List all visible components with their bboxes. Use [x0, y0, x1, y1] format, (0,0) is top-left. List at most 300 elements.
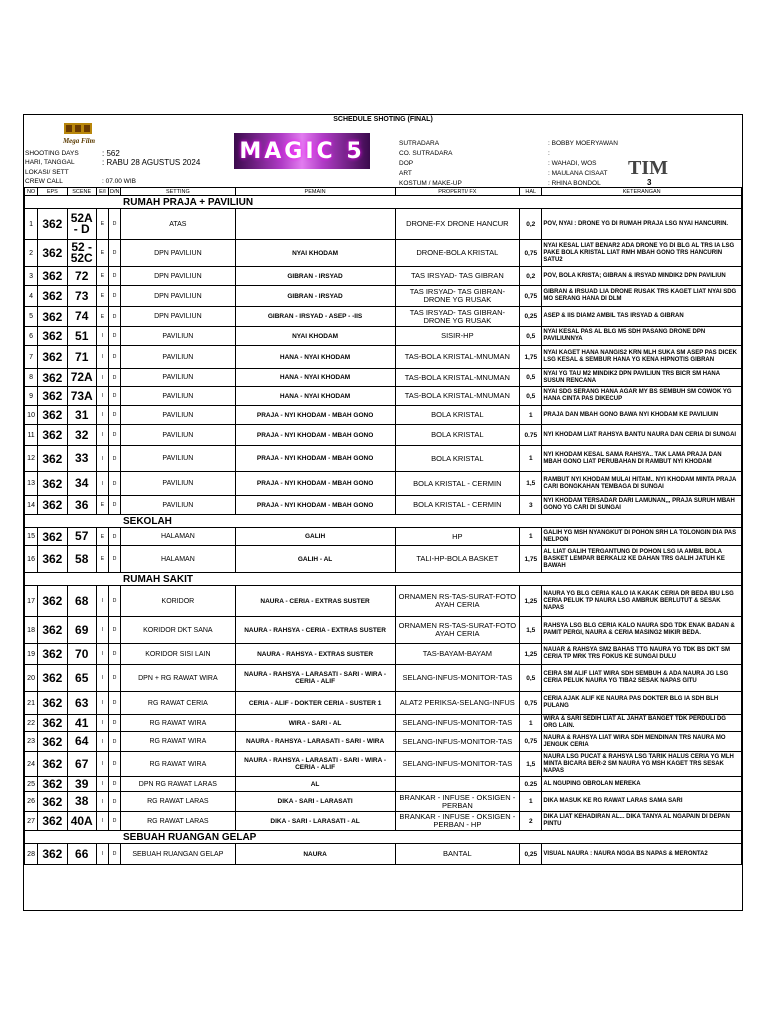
location-section-row [25, 515, 742, 528]
cell-dn: D [109, 644, 121, 665]
cell-ei: E [96, 286, 108, 307]
cell-hal: 0.75 [520, 425, 542, 446]
table-row [25, 715, 742, 732]
cell-no: 24 [25, 752, 38, 777]
production-logo [44, 122, 114, 146]
cell-dn: D [109, 286, 121, 307]
tim-label: TIM [628, 157, 668, 179]
value-hari-tanggal: : RABU 28 AGUSTUS 2024 [102, 158, 201, 167]
cell-setting: RG RAWAT WIRA [121, 732, 235, 752]
cell-prop: TAS-BOLA KRISTAL-MNUMAN [395, 369, 520, 387]
table-row [25, 732, 742, 752]
table-row [25, 472, 742, 496]
cell-dn: D [109, 792, 121, 812]
cell-setting: HALAMAN [121, 546, 235, 573]
cell-prop: SELANG-INFUS-MONITOR-TAS [395, 732, 520, 752]
cell-hal: 1,75 [520, 346, 542, 369]
cell-scene: 72A [67, 369, 96, 387]
cell-ket: NYAI KESAL LIAT BENAR2 ADA DRONE YG DI BLG AL TRS IA LSG PAKE BOLA KRISTAL LIAT RMH MBAH GONO TRS HANCURIN SATU2 [542, 240, 742, 267]
cell-scene: 72 [67, 267, 96, 286]
cell-prop: DRONE-BOLA KRISTAL [395, 240, 520, 267]
cell-pemain: HANA - NYAI KHODAM [235, 346, 395, 369]
cell-prop: DRONE-FX DRONE HANCUR [395, 209, 520, 240]
cell-hal: 0,75 [520, 286, 542, 307]
cell-dn: D [109, 715, 121, 732]
cell-prop: BOLA KRISTAL [395, 446, 520, 472]
cell-pemain: NAURA - RAHSYA - EXTRAS SUSTER [235, 644, 395, 665]
cell-ket: NYAI SDG SERANG HANA AGAR MY BS SEMBUH SM COWOK YG HANA CINTA PAS DIKECUP [542, 387, 742, 406]
table-row [25, 496, 742, 515]
cell-setting: DPN PAVILIUN [121, 286, 235, 307]
cell-scene: 52A - D [67, 209, 96, 240]
table-row [25, 752, 742, 777]
cell-setting: PAVILIUN [121, 446, 235, 472]
cell-no: 28 [25, 844, 38, 865]
cell-pemain: NYAI KHODAM [235, 327, 395, 346]
cell-setting: PAVILIUN [121, 496, 235, 515]
cell-eps: 362 [38, 209, 67, 240]
cell-pemain: HANA - NYAI KHODAM [235, 387, 395, 406]
value-sutradara: : BOBBY MOERYAWAN [548, 140, 618, 147]
cell-eps: 362 [38, 307, 67, 327]
value-crew-call: : 07.00 WIB [102, 178, 136, 185]
cell-no: 16 [25, 546, 38, 573]
cell-no: 12 [25, 446, 38, 472]
cell-ket: NAURA LSG PUCAT & RAHSYA LSG TARIK HALUS CERIA YG MLH MINTA BICARA BER-2 SM NAURA YG MSH KAGET TRS SESAK NAPAS [542, 752, 742, 777]
cell-hal: 0,2 [520, 267, 542, 286]
table-row [25, 286, 742, 307]
table-row [25, 644, 742, 665]
cell-no: 10 [25, 406, 38, 425]
logo-text: Mega Film [62, 137, 96, 145]
cell-eps: 362 [38, 752, 67, 777]
cell-hal: 0.25 [520, 777, 542, 792]
col-ei: E/I [96, 188, 108, 196]
table-row [25, 777, 742, 792]
cell-ket: NYI KHODAM LIAT RAHSYA BANTU NAURA DAN CERIA DI SUNGAI [542, 425, 742, 446]
cell-scene: 58 [67, 546, 96, 573]
cell-prop: BOLA KRISTAL - CERMIN [395, 472, 520, 496]
cell-eps: 362 [38, 644, 67, 665]
cell-no: 13 [25, 472, 38, 496]
cell-dn: D [109, 369, 121, 387]
cell-pemain: DIKA - SARI - LARASATI - AL [235, 812, 395, 831]
cell-scene: 73 [67, 286, 96, 307]
cell-ei: E [96, 209, 108, 240]
table-row [25, 307, 742, 327]
cell-ei: I [96, 692, 108, 715]
cell-dn: D [109, 472, 121, 496]
cell-setting: KORIDOR SISI LAIN [121, 644, 235, 665]
cell-prop: BANTAL [395, 844, 520, 865]
cell-dn: D [109, 844, 121, 865]
cell-prop: TAS IRSYAD- TAS GIBRAN [395, 267, 520, 286]
cell-pemain: GIBRAN - IRSYAD [235, 267, 395, 286]
cell-scene: 40A [67, 812, 96, 831]
cell-eps: 362 [38, 812, 67, 831]
cell-scene: 32 [67, 425, 96, 446]
location-section-row [25, 831, 742, 844]
location-title: RUMAH PRAJA + PAVILIUN [25, 196, 742, 209]
cell-eps: 362 [38, 346, 67, 369]
value-kostum: : RHINA BONDOL [548, 180, 601, 187]
document-title: SCHEDULE SHOTING (FINAL) [333, 116, 433, 123]
cell-hal: 2 [520, 812, 542, 831]
cell-no: 26 [25, 792, 38, 812]
cell-dn: D [109, 586, 121, 617]
table-row [25, 446, 742, 472]
cell-ei: E [96, 546, 108, 573]
table-row [25, 665, 742, 692]
cell-dn: D [109, 617, 121, 644]
cell-hal: 1 [520, 792, 542, 812]
cell-prop: BOLA KRISTAL [395, 425, 520, 446]
cell-ei: E [96, 267, 108, 286]
cell-setting: RG RAWAT LARAS [121, 812, 235, 831]
cell-ket: NAURA & RAHSYA LIAT WIRA SDH MENDINAN TRS NAURA MO JENGUK CERIA [542, 732, 742, 752]
cell-no: 15 [25, 528, 38, 546]
table-row [25, 240, 742, 267]
cell-dn: D [109, 692, 121, 715]
cell-scene: 68 [67, 586, 96, 617]
cell-no: 5 [25, 307, 38, 327]
table-row [25, 369, 742, 387]
cell-setting: PAVILIUN [121, 387, 235, 406]
col-properti: PROPERTI/ FX [395, 188, 520, 196]
cell-no: 9 [25, 387, 38, 406]
cell-no: 11 [25, 425, 38, 446]
cell-dn: D [109, 752, 121, 777]
cell-scene: 51 [67, 327, 96, 346]
cell-ket: AL NGUPING OBROLAN MEREKA [542, 777, 742, 792]
cell-ei: I [96, 406, 108, 425]
label-dop: DOP [399, 160, 414, 167]
cell-setting: PAVILIUN [121, 369, 235, 387]
col-no: NO [25, 188, 38, 196]
cell-eps: 362 [38, 777, 67, 792]
cell-ei: I [96, 327, 108, 346]
cell-dn: D [109, 240, 121, 267]
cell-eps: 362 [38, 732, 67, 752]
cell-pemain: HANA - NYAI KHODAM [235, 369, 395, 387]
table-row [25, 812, 742, 831]
table-row [25, 209, 742, 240]
cell-hal: 1 [520, 446, 542, 472]
cell-ei: I [96, 387, 108, 406]
cell-setting: PAVILIUN [121, 327, 235, 346]
cell-ei: E [96, 496, 108, 515]
cell-ei: I [96, 777, 108, 792]
cell-no: 17 [25, 586, 38, 617]
cell-ket: PRAJA DAN MBAH GONO BAWA NYI KHODAM KE PAVILIUIN [542, 406, 742, 425]
cell-setting: RG RAWAT WIRA [121, 715, 235, 732]
cell-setting: DPN + RG RAWAT WIRA [121, 665, 235, 692]
cell-pemain: NYAI KHODAM [235, 240, 395, 267]
cell-ket: NAURA YG BLG CERIA KALO IA KAKAK CERIA DR BEDA IBU LSG CERIA PELUK TP NAURA LSG AMBRUK BERLUTUT & SESAK NAPAS [542, 586, 742, 617]
location-title: RUMAH SAKIT [25, 573, 742, 586]
cell-prop: ALAT2 PERIKSA-SELANG-INFUS [395, 692, 520, 715]
cell-eps: 362 [38, 406, 67, 425]
cell-pemain: GALIH - AL [235, 546, 395, 573]
label-shooting-days: SHOOTING DAYS [25, 150, 79, 157]
film-logo-icon [44, 122, 114, 146]
table-row [25, 546, 742, 573]
cell-eps: 362 [38, 692, 67, 715]
cell-eps: 362 [38, 425, 67, 446]
cell-eps: 362 [38, 528, 67, 546]
value-dop: : WAHADI, WOS [548, 160, 597, 167]
cell-ket: VISUAL NAURA : NAURA NGGA BS NAPAS & MERONTA2 [542, 844, 742, 865]
cell-scene: 66 [67, 844, 96, 865]
cell-ei: I [96, 446, 108, 472]
cell-ei: I [96, 665, 108, 692]
location-title: SEBUAH RUANGAN GELAP [25, 831, 742, 844]
table-row [25, 387, 742, 406]
location-title: SEKOLAH [25, 515, 742, 528]
cell-dn: D [109, 346, 121, 369]
label-lokasi: LOKASI/ SETT [25, 169, 69, 176]
cell-setting: PAVILIUN [121, 406, 235, 425]
cell-ei: I [96, 752, 108, 777]
cell-dn: D [109, 425, 121, 446]
tim-number: 3 [647, 178, 652, 187]
cell-no: 14 [25, 496, 38, 515]
col-hal: HAL [520, 188, 542, 196]
cell-eps: 362 [38, 792, 67, 812]
cell-dn: D [109, 732, 121, 752]
cell-scene: 36 [67, 496, 96, 515]
cell-scene: 63 [67, 692, 96, 715]
cell-dn: D [109, 777, 121, 792]
cell-setting: RG RAWAT LARAS [121, 792, 235, 812]
cell-eps: 362 [38, 844, 67, 865]
cell-setting: RG RAWAT CERIA [121, 692, 235, 715]
cell-prop: BOLA KRISTAL [395, 406, 520, 425]
cell-eps: 362 [38, 546, 67, 573]
cell-ei: I [96, 844, 108, 865]
cell-ket: NYAI KESAL PAS AL BLG M5 SDH PASANG DRONE DPN PAVILIUNNYA [542, 327, 742, 346]
cell-pemain: NAURA - CERIA - EXTRAS SUSTER [235, 586, 395, 617]
cell-setting: ATAS [121, 209, 235, 240]
cell-hal: 0,75 [520, 732, 542, 752]
cell-hal: 1 [520, 528, 542, 546]
cell-prop: TAS-BAYAM-BAYAM [395, 644, 520, 665]
label-art: ART [399, 170, 412, 177]
cell-hal: 0,75 [520, 692, 542, 715]
cell-ket: NYAI YG TAU M2 MINDIK2 DPN PAVILIUN TRS BICR SM HANA SUSUN RENCANA [542, 369, 742, 387]
cell-scene: 71 [67, 346, 96, 369]
cell-hal: 0,25 [520, 844, 542, 865]
cell-dn: D [109, 496, 121, 515]
cell-ket: RAMBUT NYI KHODAM MULAI HITAM.. NYI KHODAM MINTA PRAJA CARI BONGKAHAN TEMBAGA DI SUNGAI [542, 472, 742, 496]
location-section-row [25, 573, 742, 586]
cell-no: 4 [25, 286, 38, 307]
cell-hal: 0,25 [520, 307, 542, 327]
cell-pemain: WIRA - SARI - AL [235, 715, 395, 732]
col-pemain: PEMAIN [235, 188, 395, 196]
value-shooting-days: : 562 [102, 149, 120, 158]
schedule-table [24, 187, 742, 865]
cell-scene: 64 [67, 732, 96, 752]
cell-no: 8 [25, 369, 38, 387]
cell-pemain: PRAJA - NYI KHODAM - MBAH GONO [235, 446, 395, 472]
cell-pemain: NAURA [235, 844, 395, 865]
cell-prop [395, 777, 520, 792]
cell-prop: SELANG-INFUS-MONITOR-TAS [395, 752, 520, 777]
value-art: : MAULANA CISAAT [548, 170, 608, 177]
cell-setting: PAVILIUN [121, 346, 235, 369]
cell-scene: 69 [67, 617, 96, 644]
cell-prop: TAS-BOLA KRISTAL-MNUMAN [395, 387, 520, 406]
cell-eps: 362 [38, 715, 67, 732]
cell-no: 2 [25, 240, 38, 267]
cell-dn: D [109, 446, 121, 472]
cell-pemain: PRAJA - NYI KHODAM - MBAH GONO [235, 425, 395, 446]
cell-no: 19 [25, 644, 38, 665]
label-sutradara: SUTRADARA [399, 140, 440, 147]
schedule-header [24, 115, 742, 187]
cell-ei: I [96, 586, 108, 617]
cell-scene: 57 [67, 528, 96, 546]
cell-setting: KORIDOR [121, 586, 235, 617]
cell-ei: I [96, 472, 108, 496]
cell-eps: 362 [38, 286, 67, 307]
table-row [25, 425, 742, 446]
cell-ket: POV, NYAI : DRONE YG DI RUMAH PRAJA LSG NYAI HANCURIN. [542, 209, 742, 240]
cell-ket: DIKA MASUK KE RG RAWAT LARAS SAMA SARI [542, 792, 742, 812]
cell-setting: HALAMAN [121, 528, 235, 546]
cell-setting: DPN PAVILIUN [121, 267, 235, 286]
cell-eps: 362 [38, 327, 67, 346]
cell-pemain [235, 209, 395, 240]
cell-prop: BOLA KRISTAL - CERMIN [395, 496, 520, 515]
col-dn: D/N [110, 188, 120, 195]
cell-no: 6 [25, 327, 38, 346]
cell-ket: NYAI KAGET HANA NANGIS2 KRN MLH SUKA SM ASEP PAS DICEK LSG KESAL & SEMBUR HANA YG KENA HIPNOTIS GIBRAN [542, 346, 742, 369]
cell-ket: WIRA & SARI SEDIH LIAT AL JAHAT BANGET TDK PERDULI DG ORG LAIN. [542, 715, 742, 732]
cell-ei: E [96, 307, 108, 327]
cell-ket: AL LIAT GALIH TERGANTUNG DI POHON LSG IA AMBIL BOLA BASKET LEMPAR BERKALI2 KE DAHAN TRS GALIH JATUH KE BAWAH [542, 546, 742, 573]
table-row [25, 586, 742, 617]
table-row [25, 792, 742, 812]
cell-setting: PAVILIUN [121, 425, 235, 446]
cell-no: 25 [25, 777, 38, 792]
cell-scene: 33 [67, 446, 96, 472]
cell-hal: 0,5 [520, 327, 542, 346]
cell-hal: 1,5 [520, 752, 542, 777]
cell-scene: 52 - 52C [67, 240, 96, 267]
cell-ket: CEIRA SM ALIF LIAT WIRA SDH SEMBUH & ADA NAURA JG LSG CERIA PELUK NAURA YG TIBA2 SESAK NAPAS GITU [542, 665, 742, 692]
cell-prop: TAS-BOLA KRISTAL-MNUMAN [395, 346, 520, 369]
cell-hal: 1,5 [520, 617, 542, 644]
cell-ei: E [96, 240, 108, 267]
cell-ei: I [96, 346, 108, 369]
cell-scene: 73A [67, 387, 96, 406]
cell-pemain: NAURA - RAHSYA - CERIA - EXTRAS SUSTER [235, 617, 395, 644]
cell-pemain: GIBRAN - IRSYAD [235, 286, 395, 307]
table-row [25, 406, 742, 425]
cell-ket: ASEP & IIS DIAM2 AMBIL TAS IRSYAD & GIBRAN [542, 307, 742, 327]
cell-ei: I [96, 812, 108, 831]
cell-scene: 38 [67, 792, 96, 812]
cell-hal: 1,25 [520, 586, 542, 617]
cell-prop: SISIR-HP [395, 327, 520, 346]
cell-dn: D [109, 546, 121, 573]
cell-prop: ORNAMEN RS-TAS-SURAT-FOTO AYAH CERIA [395, 586, 520, 617]
cell-prop: BRANKAR - INFUSE - OKSIGEN - PERBAN [395, 792, 520, 812]
cell-pemain: NAURA - RAHSYA - LARASATI - SARI - WIRA - CERIA - ALIF [235, 665, 395, 692]
cell-dn: D [109, 267, 121, 286]
magic5-banner [234, 133, 370, 169]
cell-pemain: NAURA - RAHSYA - LARASATI - SARI - WIRA [235, 732, 395, 752]
cell-no: 18 [25, 617, 38, 644]
cell-prop: SELANG-INFUS-MONITOR-TAS [395, 665, 520, 692]
cell-scene: 65 [67, 665, 96, 692]
cell-no: 23 [25, 732, 38, 752]
location-section-row [25, 196, 742, 209]
cell-hal: 1 [520, 406, 542, 425]
cell-ei: I [96, 617, 108, 644]
cell-pemain: CERIA - ALIF - DOKTER CERIA - SUSTER 1 [235, 692, 395, 715]
cell-ket: POV, BOLA KRISTA; GIBRAN & IRSYAD MINDIK2 DPN PAVILIUN [542, 267, 742, 286]
cell-pemain: PRAJA - NYI KHODAM - MBAH GONO [235, 406, 395, 425]
cell-eps: 362 [38, 369, 67, 387]
cell-pemain: DIKA - SARI - LARASATI [235, 792, 395, 812]
cell-dn: D [109, 665, 121, 692]
label-co-sutradara: CO. SUTRADARA [399, 150, 453, 157]
cell-eps: 362 [38, 472, 67, 496]
cell-no: 1 [25, 209, 38, 240]
cell-ket: DIKA LIAT KEHADIRAN AL... DIKA TANYA AL NGAPAIN DI DEPAN PINTU [542, 812, 742, 831]
cell-pemain: PRAJA - NYI KHODAM - MBAH GONO [235, 496, 395, 515]
cell-hal: 1,5 [520, 472, 542, 496]
cell-scene: 70 [67, 644, 96, 665]
cell-pemain: AL [235, 777, 395, 792]
cell-ei: I [96, 644, 108, 665]
cell-eps: 362 [38, 586, 67, 617]
cell-eps: 362 [38, 496, 67, 515]
cell-prop: TAS IRSYAD- TAS GIBRAN-DRONE YG RUSAK [395, 307, 520, 327]
cell-ei: I [96, 792, 108, 812]
cell-pemain: GIBRAN - IRSYAD - ASEP - -IIS [235, 307, 395, 327]
cell-no: 27 [25, 812, 38, 831]
cell-scene: 67 [67, 752, 96, 777]
col-setting: SETTING [121, 188, 235, 196]
cell-ei: I [96, 715, 108, 732]
label-crew-call: CREW CALL [25, 178, 63, 185]
cell-hal: 0,5 [520, 387, 542, 406]
column-header-row [25, 188, 742, 196]
cell-ei: I [96, 425, 108, 446]
value-co-sutradara: : [548, 150, 550, 157]
cell-eps: 362 [38, 665, 67, 692]
table-row [25, 267, 742, 286]
cell-prop: TAS IRSYAD- TAS GIBRAN-DRONE YG RUSAK [395, 286, 520, 307]
cell-prop: BRANKAR - INFUSE - OKSIGEN - PERBAN - HP [395, 812, 520, 831]
cell-setting: KORIDOR DKT SANA [121, 617, 235, 644]
col-keterangan: KETERANGAN [542, 188, 742, 196]
cell-setting: PAVILIUN [121, 472, 235, 496]
cell-dn: D [109, 528, 121, 546]
banner-text: MAGIC 5 [239, 138, 365, 164]
table-row [25, 327, 742, 346]
table-row [25, 844, 742, 865]
col-eps: EPS [38, 188, 67, 196]
cell-ket: GALIH YG MSH NYANGKUT DI POHON SRH LA TOLONGIN DIA PAS NELPON [542, 528, 742, 546]
cell-no: 20 [25, 665, 38, 692]
cell-setting: DPN PAVILIUN [121, 307, 235, 327]
cell-hal: 0,75 [520, 240, 542, 267]
